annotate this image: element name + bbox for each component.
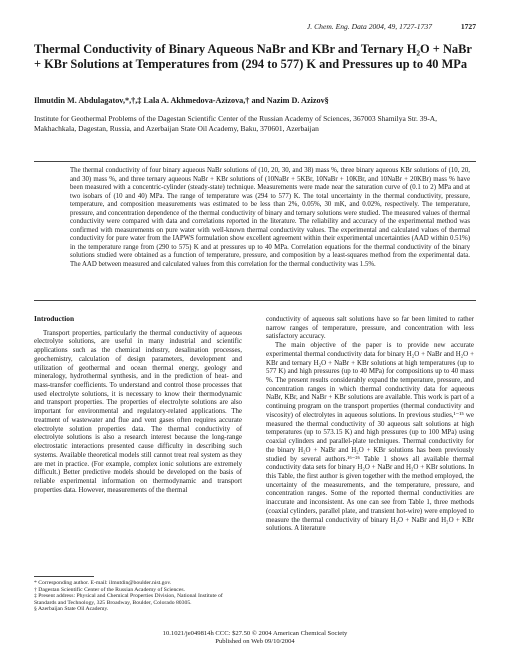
footnotes	[34, 576, 242, 613]
page-number: 1727	[460, 22, 476, 31]
author-list: Ilmutdin M. Abdulagatov,*,†,‡ Lala A. Akhmedova-Azizova,† and Nazim D. Azizov§	[34, 96, 329, 105]
abstract-bottom-rule	[34, 300, 476, 301]
abstract: The thermal conductivity of four binary aqueous NaBr solutions of (10, 20, 30, and 38) mass %, three binary aqueous KBr solutions of (10, 20, and 30) mass %, and three ternary aqueous NaBr + KBr solutions of (10NaBr + 5KBr, 10NaBr + 10KBr, and 10NaBr + 20KBr) mass % have been measured with a concentric-cylinder (steady-state) technique. Measurements were made near the saturation curve of (0.1 to 2) MPa and at two isobars of (10 and 40) MPa. The range of temperature was (294 to 577) K. The total uncertainty in the thermal conductivity, pressure, temperature, and composition measurements was estimated to be less than 2%, 0.05%, 30 mK, and 0.02%, respectively. The temperature, pressure, and concentration dependence of the thermal conductivity of binary and ternary solutions were studied. The measured values of thermal conductivity were compared with data and correlations reported in the literature. The reliability and accuracy of the experimental method was confirmed with measurements on pure water with well-known thermal conductivity values. The experimental and calculated values of thermal conductivity for pure water from the IAPWS formulation show excellent agreement within their experimental uncertainties (AAD within 0.51%) in the temperature range from (290 to 575) K and at pressures up to 40 MPa. Correlation equations for the thermal conductivity of the binary solutions studied were obtained as a function of temperature, pressure, and composition by a least-squares method from the experimental data. The AAD between measured and calculated values from this correlation for the thermal conductivity was 1.5%.	[70, 167, 470, 269]
publication-date: Published on Web 09/10/2004	[215, 638, 295, 646]
introduction-heading: Introduction	[34, 314, 75, 323]
body-paragraph: Transport properties, particularly the thermal conductivity of aqueous electrolyte solutions, are useful in many industrial and scientific applications such as the chemical industry, desalination processes, geochemistry, calculation of design parameters, development and utilization of geothermal and ocean thermal energy, geology and mineralogy, hydrothermal synthesis, and in the prediction of heat- and mass-transfer coefficients. To understand and control those processes that used electrolyte solutions, it is necessary to know their thermodynamic and transport properties. The properties of electrolyte solutions are also important for environmental and regulatory-related applications. The treatment of wastewater and flue and vent gases often requires accurate electrolyte solution properties data. The thermal conductivity of electrolyte solutions is also a research interest because the long-range electrostatic interactions presented cause difficulty in describing such systems. Available theoretical models still cannot treat real system as they are met in practice. (For example, complex ionic solutions are extremely difficult.) Better predictive models should be developed on the basis of reliable experimental information on thermodynamic and transport properties data. However, measurements of the thermal	[34, 328, 242, 494]
footnote: † Dagestan Scientific Center of the Russian Academy of Sciences.	[34, 586, 185, 593]
article-title: Thermal Conductivity of Binary Aqueous NaBr and KBr and Ternary H₂O + NaBr + KBr Solutions at Temperatures from (294 to 577) K and Pressures up to 40 MPa	[34, 42, 472, 71]
journal-citation: J. Chem. Eng. Data 2004, 49, 1727-1737	[306, 22, 432, 31]
footnote: * Corresponding author. E-mail: ilmutdin@boulder.nist.gov.	[34, 580, 172, 586]
page-footer	[0, 630, 510, 647]
right-column	[266, 315, 474, 533]
footnote: § Azerbaijan State Oil Academy.	[34, 606, 109, 613]
footnote: ‡ Present address: Physical and Chemical Properties Division, National Institute of Standards and Technology, 325 Broadway, Boulder, Colorado 80305.	[34, 593, 223, 606]
running-head	[0, 22, 510, 34]
body-paragraph: conductivity of aqueous salt solutions have so far been limited to rather narrow ranges of temperature, pressure, and concentration with less satisfactory accuracy.	[266, 315, 474, 341]
body-paragraph: The main objective of the paper is to provide new accurate experimental thermal conductivity data for binary H₂O + NaBr and H₂O + KBr and ternary H₂O + NaBr + KBr solutions at high temperatures (up to 577 K) and high pressures (up to 40 MPa) for compositions up to 40 mass %. The present results considerably expand the temperature, pressure, and concentration ranges in which thermal conductivity data for aqueous NaBr, KBr, and NaBr + KBr solutions are available. This work is part of a continuing program on the transport properties (thermal conductivity and viscosity) of electrolytes in aqueous solutions. In previous studies,¹⁻¹⁵ we measured the thermal conductivity of 30 aqueous salt solutions at high temperatures (up to 573.15 K) and high pressures (up to 100 MPa) using coaxial cylinders and parallel-plate techniques. Thermal conductivity for the binary H₂O + NaBr and H₂O + KBr solutions has been previously studied by several authors.¹⁶⁻²⁶ Table 1 shows all available thermal conductivity data sets for binary H₂O + NaBr and H₂O + KBr solutions. In this Table, the first author is given together with the method employed, the uncertainty of the measurements, and the temperature, pressure, and concentration ranges. Some of the reported thermal conductivities are inaccurate and inconsistent. As one can see from Table 1, three methods (coaxial cylinders, parallel plate, and transient hot-wire) were employed to measure the thermal conductivity of binary H₂O + NaBr and H₂O + KBr solutions. A literature	[266, 341, 474, 533]
footnote-rule	[34, 576, 94, 577]
left-column	[34, 315, 242, 494]
abstract-top-rule	[34, 161, 476, 162]
doi-line: 10.1021/je049814h CCC: $27.50 © 2004 American Chemical Society	[162, 630, 348, 637]
affiliation: Institute for Geothermal Problems of the Dagestan Scientific Center of the Russian Academy of Sciences, 367003 Shamilya Str. 39-A, Makhachkala, Dagestan, Russia, and Azerbaijan State Oil Academy, Baku, 370601, Azerbaijan	[34, 114, 438, 133]
